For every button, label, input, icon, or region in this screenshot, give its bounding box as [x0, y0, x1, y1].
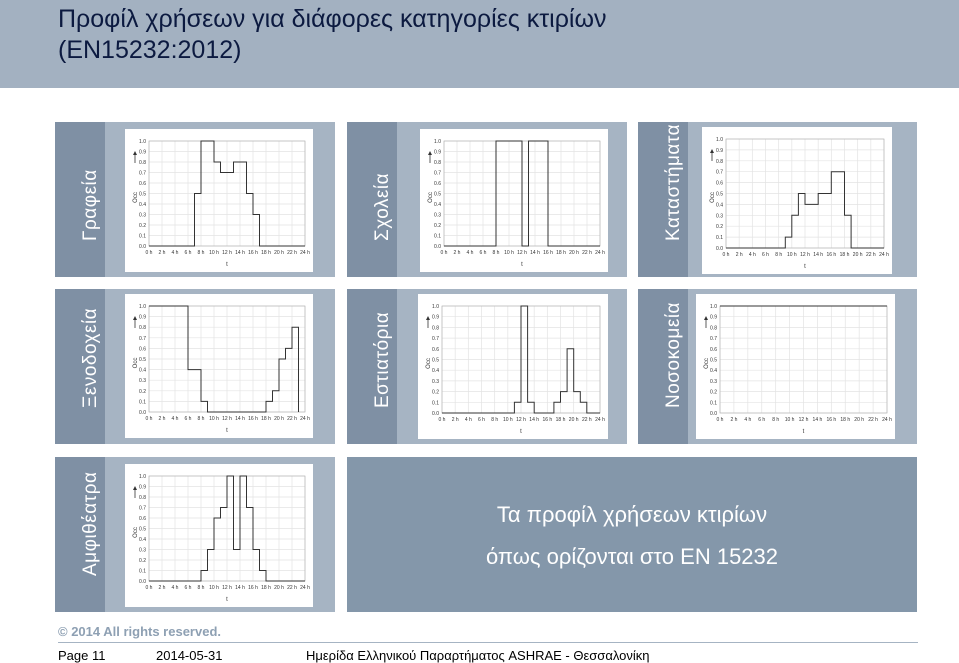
- x-tick-label: 6 h: [478, 417, 485, 423]
- x-tick-label: 4 h: [748, 252, 756, 258]
- panel-hotels: [55, 289, 335, 444]
- x-tick-label: 20 h: [568, 417, 579, 423]
- y-tick-label: 0.2: [139, 388, 146, 395]
- x-tick-label: 8 h: [197, 250, 205, 256]
- y-tick-label: 0.1: [139, 233, 146, 240]
- x-tick-label: 16 h: [542, 417, 553, 423]
- x-tick-label: 14 h: [235, 250, 245, 256]
- occupancy-chart-amphitheatres: [125, 464, 313, 607]
- x-tick-label: 22 h: [868, 417, 878, 423]
- x-tick-label: 0 h: [440, 250, 448, 256]
- y-tick-label: 1.0: [434, 139, 441, 145]
- x-tick-label: 12 h: [222, 250, 232, 256]
- occupancy-chart-schools: [420, 129, 608, 272]
- x-tick-label: 16 h: [248, 416, 258, 422]
- x-tick-label: 4 h: [744, 417, 752, 423]
- panel-side-bar: [347, 122, 397, 277]
- x-tick-label: 12 h: [222, 416, 232, 422]
- x-tick-label: 22 h: [582, 250, 592, 256]
- x-tick-label: 8 h: [197, 585, 205, 591]
- info-line2: όπως ορίζονται στο EN 15232: [485, 544, 779, 569]
- chart-box: [420, 129, 608, 272]
- y-tick-label: 0.0: [139, 579, 146, 585]
- y-tick-label: 0.8: [432, 325, 439, 332]
- x-axis-label: t: [802, 429, 805, 435]
- x-axis-label: t: [520, 429, 522, 435]
- panel-shops: [638, 122, 917, 277]
- y-tick-label: 0.4: [139, 367, 146, 374]
- chart-box: [702, 127, 892, 274]
- y-tick-label: 0.5: [716, 191, 723, 198]
- y-tick-label: 0.4: [432, 368, 439, 375]
- y-tick-label: 0.6: [139, 516, 146, 522]
- y-axis-arrowhead: [133, 151, 137, 155]
- y-tick-label: 0.4: [434, 202, 441, 208]
- panel-restaurants: [347, 289, 627, 444]
- x-tick-label: 22 h: [287, 250, 297, 256]
- x-tick-label: 18 h: [261, 585, 271, 591]
- panel-side-bar: [638, 289, 688, 444]
- x-tick-label: 10 h: [209, 585, 219, 591]
- slide-title: [58, 4, 607, 66]
- chart-box: [696, 294, 895, 439]
- footer-date: 2014-05-31: [156, 648, 223, 663]
- x-tick-label: 10 h: [209, 416, 219, 422]
- y-tick-label: 0.6: [432, 346, 439, 353]
- x-tick-label: 12 h: [516, 417, 526, 423]
- x-tick-label: 16 h: [248, 585, 258, 591]
- y-tick-label: 0.0: [139, 410, 146, 416]
- x-tick-label: 12 h: [798, 417, 809, 423]
- x-tick-label: 0 h: [716, 417, 724, 423]
- x-tick-label: 20 h: [274, 585, 284, 591]
- x-tick-label: 6 h: [479, 250, 487, 256]
- panel-side-bar: [55, 122, 105, 277]
- y-tick-label: 0.8: [139, 495, 146, 501]
- x-tick-label: 18 h: [839, 252, 850, 258]
- x-tick-label: 6 h: [758, 417, 766, 423]
- x-tick-label: 8 h: [491, 417, 499, 423]
- y-tick-label: 0.1: [139, 568, 146, 575]
- y-tick-label: 0.0: [710, 411, 717, 417]
- x-tick-label: 18 h: [840, 417, 851, 423]
- y-tick-label: 0.3: [139, 547, 146, 554]
- y-tick-label: 0.2: [716, 224, 723, 231]
- y-tick-label: 0.7: [434, 170, 441, 177]
- y-tick-label: 0.4: [716, 202, 723, 209]
- y-tick-label: 0.1: [139, 399, 146, 406]
- x-tick-label: 2 h: [158, 585, 166, 591]
- y-tick-label: 0.8: [139, 160, 146, 166]
- x-tick-label: 0 h: [145, 416, 153, 422]
- x-tick-label: 20 h: [852, 252, 863, 258]
- occupancy-chart-hotels: [125, 294, 313, 438]
- y-tick-label: 0.5: [139, 191, 146, 198]
- y-tick-label: 0.8: [434, 160, 441, 166]
- x-axis-label: t: [521, 262, 523, 268]
- chart-box: [125, 464, 313, 607]
- y-tick-label: 0.7: [710, 336, 717, 343]
- panel-label: Γραφεία: [80, 169, 101, 241]
- y-tick-label: 1.0: [716, 137, 723, 143]
- y-tick-label: 0.7: [139, 170, 146, 177]
- footer-event: Ημερίδα Ελληνικού Παραρτήματος ASHRAE - Θεσσαλονίκη: [306, 648, 650, 663]
- y-axis-arrowhead: [426, 316, 430, 320]
- x-tick-label: 8 h: [775, 252, 783, 258]
- y-tick-label: 1.0: [139, 474, 146, 480]
- y-tick-label: 0.0: [716, 246, 723, 252]
- x-tick-label: 10 h: [784, 417, 795, 423]
- x-tick-label: 16 h: [543, 250, 553, 256]
- y-tick-label: 0.4: [139, 202, 146, 208]
- y-tick-label: 0.5: [139, 357, 146, 363]
- x-axis-label: t: [226, 597, 228, 603]
- x-tick-label: 2 h: [453, 250, 461, 256]
- y-axis-arrowhead: [704, 316, 708, 320]
- y-tick-label: 0.9: [716, 147, 723, 154]
- y-axis-label: Occ: [133, 192, 139, 203]
- panel-label: Σχολεία: [372, 172, 393, 241]
- y-tick-label: 0.5: [710, 357, 717, 364]
- panel-side-bar: [55, 457, 105, 612]
- y-axis-label: Occ: [426, 358, 432, 369]
- y-tick-label: 0.4: [710, 368, 717, 375]
- y-tick-label: 0.1: [434, 233, 441, 240]
- y-tick-label: 0.3: [139, 212, 146, 219]
- y-tick-label: 0.9: [432, 314, 439, 321]
- y-axis-arrowhead: [133, 316, 137, 320]
- x-tick-label: 14 h: [530, 250, 540, 256]
- y-tick-label: 0.0: [139, 244, 146, 250]
- occupancy-chart-restaurants: [418, 294, 608, 439]
- x-tick-label: 14 h: [813, 252, 824, 258]
- x-tick-label: 20 h: [569, 250, 579, 256]
- x-tick-label: 24 h: [595, 250, 605, 256]
- y-tick-label: 0.6: [710, 346, 717, 353]
- x-tick-label: 20 h: [274, 250, 284, 256]
- x-tick-label: 22 h: [865, 252, 876, 258]
- title-band: [0, 0, 959, 88]
- x-tick-label: 8 h: [197, 416, 205, 422]
- x-tick-label: 0 h: [438, 417, 446, 423]
- y-axis-label: Occ: [428, 192, 434, 203]
- y-tick-label: 0.6: [434, 181, 441, 187]
- x-tick-label: 20 h: [854, 417, 865, 423]
- panel-hospitals: [638, 289, 917, 444]
- y-tick-label: 0.4: [139, 537, 146, 543]
- y-tick-label: 0.2: [432, 389, 439, 396]
- y-tick-label: 0.5: [434, 191, 441, 198]
- x-axis-label: t: [226, 428, 228, 434]
- panel-label: Αμφιθέατρα: [80, 471, 101, 576]
- x-tick-label: 6 h: [184, 416, 192, 422]
- x-tick-label: 22 h: [287, 585, 297, 591]
- x-tick-label: 2 h: [158, 416, 166, 422]
- y-axis-label: Occ: [704, 358, 710, 369]
- x-tick-label: 22 h: [581, 417, 592, 423]
- y-tick-label: 0.8: [710, 325, 717, 332]
- x-tick-label: 18 h: [555, 417, 566, 423]
- x-tick-label: 14 h: [812, 417, 823, 423]
- panel-side-bar: [347, 289, 397, 444]
- x-tick-label: 14 h: [235, 416, 245, 422]
- occupancy-chart-shops: [702, 127, 892, 274]
- y-tick-label: 0.9: [139, 149, 146, 156]
- y-tick-label: 0.2: [139, 223, 146, 229]
- x-tick-label: 14 h: [235, 585, 245, 591]
- x-tick-label: 0 h: [145, 250, 153, 256]
- y-tick-label: 0.3: [434, 212, 441, 219]
- x-tick-label: 16 h: [826, 252, 837, 258]
- x-axis-label: t: [226, 262, 228, 268]
- x-tick-label: 24 h: [882, 417, 892, 423]
- y-tick-label: 0.7: [139, 505, 146, 512]
- y-tick-label: 0.9: [139, 484, 146, 491]
- y-tick-label: 0.5: [139, 526, 146, 533]
- y-tick-label: 0.3: [432, 378, 439, 385]
- x-tick-label: 2 h: [158, 250, 166, 256]
- y-axis-label: Occ: [133, 527, 139, 538]
- x-tick-label: 16 h: [826, 417, 837, 423]
- x-tick-label: 20 h: [274, 416, 284, 422]
- panel-side-bar: [638, 122, 688, 277]
- x-tick-label: 4 h: [171, 585, 179, 591]
- y-tick-label: 0.9: [434, 149, 441, 156]
- x-tick-label: 18 h: [556, 250, 566, 256]
- slide-title-line1: Προφίλ χρήσεων για διάφορες κατηγορίες κτιρίων: [58, 5, 607, 33]
- y-tick-label: 0.0: [434, 244, 441, 250]
- y-tick-label: 1.0: [710, 304, 717, 310]
- x-tick-label: 12 h: [800, 252, 810, 258]
- y-tick-label: 0.2: [710, 389, 717, 396]
- y-tick-label: 0.6: [139, 181, 146, 187]
- x-tick-label: 10 h: [502, 417, 513, 423]
- y-tick-label: 0.3: [716, 213, 723, 220]
- y-tick-label: 0.8: [716, 158, 723, 165]
- x-tick-label: 6 h: [184, 585, 192, 591]
- x-tick-label: 2 h: [735, 252, 743, 258]
- x-axis-label: t: [804, 264, 806, 270]
- y-tick-label: 0.3: [139, 378, 146, 385]
- y-tick-label: 1.0: [432, 304, 439, 310]
- footer-divider: [58, 642, 918, 643]
- x-tick-label: 14 h: [529, 417, 540, 423]
- y-tick-label: 0.1: [716, 235, 723, 242]
- panel-schools: [347, 122, 627, 277]
- panel-label: Εστιατόρια: [372, 311, 393, 408]
- x-tick-label: 8 h: [772, 417, 780, 423]
- y-tick-label: 0.7: [139, 335, 146, 342]
- panel-amphitheatres: [55, 457, 335, 612]
- panel-label: Ξενοδοχεία: [80, 307, 101, 408]
- x-tick-label: 16 h: [248, 250, 258, 256]
- panel-label: Καταστήματα: [663, 123, 684, 241]
- y-tick-label: 0.6: [716, 180, 723, 187]
- x-tick-label: 12 h: [222, 585, 232, 591]
- y-axis-label: Occ: [133, 357, 139, 369]
- x-tick-label: 12 h: [517, 250, 527, 256]
- x-tick-label: 24 h: [300, 250, 310, 256]
- x-tick-label: 8 h: [492, 250, 500, 256]
- info-panel: [347, 457, 917, 612]
- y-tick-label: 1.0: [139, 304, 146, 310]
- y-tick-label: 0.0: [432, 411, 439, 417]
- x-tick-label: 2 h: [730, 417, 738, 423]
- x-tick-label: 4 h: [464, 417, 472, 423]
- panel-offices: [55, 122, 335, 277]
- x-tick-label: 4 h: [171, 250, 179, 256]
- y-axis-arrowhead: [133, 486, 137, 490]
- y-axis-label: Occ: [710, 192, 716, 203]
- x-tick-label: 6 h: [762, 252, 769, 258]
- footer-page: Page 11: [58, 648, 106, 663]
- y-tick-label: 0.3: [710, 378, 717, 385]
- x-tick-label: 24 h: [300, 585, 310, 591]
- x-tick-label: 10 h: [209, 250, 219, 256]
- x-tick-label: 4 h: [466, 250, 474, 256]
- x-tick-label: 24 h: [879, 252, 889, 258]
- y-tick-label: 0.6: [139, 346, 146, 353]
- chart-box: [125, 129, 313, 272]
- y-tick-label: 0.7: [716, 169, 723, 176]
- occupancy-chart-offices: [125, 129, 313, 272]
- x-tick-label: 10 h: [786, 252, 797, 258]
- x-tick-label: 18 h: [261, 416, 271, 422]
- y-tick-label: 0.9: [139, 314, 146, 321]
- x-tick-label: 2 h: [451, 417, 459, 423]
- y-tick-label: 0.1: [710, 400, 717, 407]
- y-tick-label: 0.5: [432, 357, 439, 364]
- x-tick-label: 18 h: [261, 250, 271, 256]
- panel-side-bar: [55, 289, 105, 444]
- x-tick-label: 4 h: [171, 416, 179, 422]
- x-tick-label: 6 h: [184, 250, 192, 256]
- x-tick-label: 0 h: [145, 585, 153, 591]
- x-tick-label: 10 h: [504, 250, 514, 256]
- copyright-text: © 2014 All rights reserved.: [58, 624, 222, 639]
- y-axis-arrowhead: [710, 149, 714, 153]
- y-tick-label: 0.8: [139, 325, 146, 332]
- occupancy-chart-hospitals: [696, 294, 895, 439]
- panel-label: Νοσοκομεία: [663, 301, 684, 408]
- y-axis-arrowhead: [428, 151, 432, 155]
- info-line1: Τα προφίλ χρήσεων κτιρίων: [496, 502, 768, 527]
- chart-box: [125, 294, 313, 438]
- x-tick-label: 24 h: [595, 417, 605, 423]
- x-tick-label: 22 h: [287, 416, 297, 422]
- chart-box: [418, 294, 608, 439]
- y-tick-label: 1.0: [139, 139, 146, 145]
- x-tick-label: 24 h: [300, 416, 310, 422]
- y-tick-label: 0.2: [434, 223, 441, 229]
- x-tick-label: 0 h: [722, 252, 730, 258]
- y-tick-label: 0.9: [710, 314, 717, 321]
- y-tick-label: 0.2: [139, 558, 146, 564]
- y-tick-label: 0.7: [432, 336, 439, 343]
- y-tick-label: 0.1: [432, 400, 439, 407]
- slide-title-line2: (EN15232:2012): [58, 36, 242, 64]
